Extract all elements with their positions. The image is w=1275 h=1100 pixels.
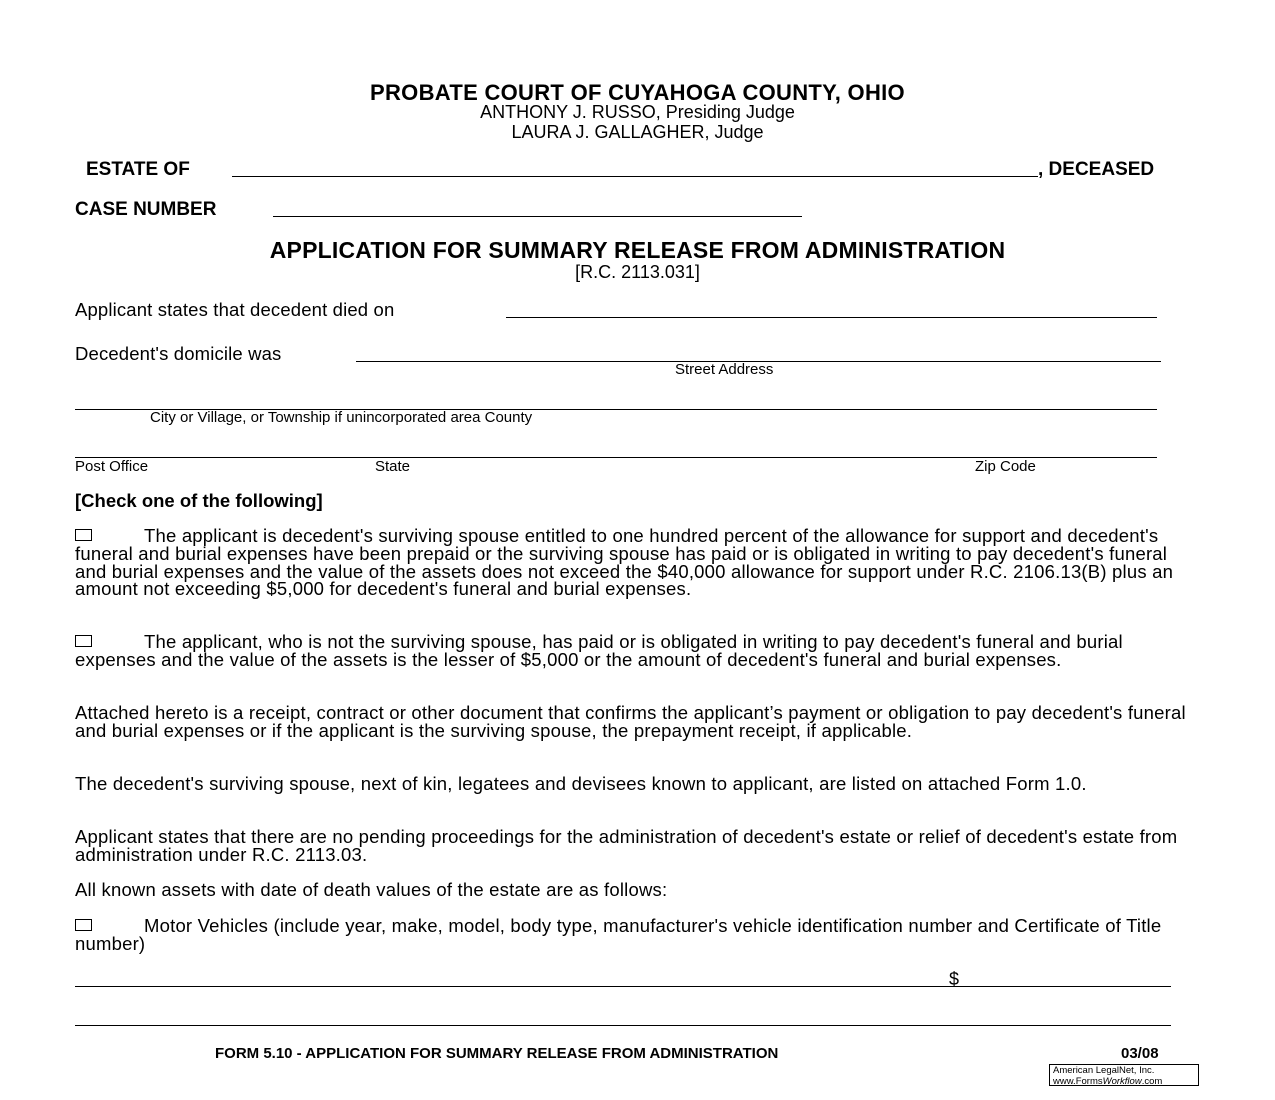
motor-vehicles-checkbox[interactable] xyxy=(75,919,92,931)
estate-field[interactable] xyxy=(232,176,1038,177)
attached-paragraph: Attached hereto is a receipt, contract or other document that confirms the applicant’s payment or obligation to pay decedent's funeral and burial expenses or if the applicant is the surviving spouse, the prepayment receipt, if applicable. xyxy=(75,702,1186,741)
option-not-surviving-spouse xyxy=(75,633,1200,669)
logo-line-2: www.FormsWorkflow.com xyxy=(1053,1075,1163,1087)
motor-vehicles-text: Motor Vehicles (include year, make, model, body type, manufacturer's vehicle identification number and Certificate of Title number) xyxy=(75,915,1162,954)
motor-vehicles-item xyxy=(75,917,1200,953)
case-number-label: CASE NUMBER xyxy=(75,199,217,220)
died-on-label: Applicant states that decedent died on xyxy=(75,299,395,320)
court-name: PROBATE COURT OF CUYAHOGA COUNTY, OHIO xyxy=(370,80,905,105)
post-office-caption: Post Office xyxy=(75,458,149,475)
surviving-spouse-checkbox[interactable] xyxy=(75,529,92,541)
option-surviving-spouse-text: The applicant is decedent's surviving spouse entitled to one hundred percent of the allowance for support and decedent's funeral and burial expenses have been prepaid or the surviving spouse has paid or is obligated in writing to pay decedent's funeral and burial expenses and the value of the assets does not exceed the $40,000 allowance for support under R.C. 2106.13(B) plus an amount not exceeding $5,000 for decedent's funeral and burial expenses. xyxy=(75,525,1174,600)
died-on-field[interactable] xyxy=(506,317,1157,318)
footer-form-name: FORM 5.10 - APPLICATION FOR SUMMARY RELEASE FROM ADMINISTRATION xyxy=(215,1045,779,1062)
american-legalnet-logo xyxy=(1049,1064,1199,1086)
additional-asset-line[interactable] xyxy=(75,1025,1171,1026)
currency-symbol: $ xyxy=(949,969,960,989)
estate-label: ESTATE OF xyxy=(86,159,190,180)
not-surviving-spouse-checkbox[interactable] xyxy=(75,635,92,647)
option-not-surviving-spouse-text: The applicant, who is not the surviving spouse, has paid or is obligated in writing to pay decedent's funeral and burial expenses and the value of the assets is the lesser of $5,000 or the amount of decedent's funeral and burial expenses. xyxy=(75,631,1123,670)
footer-revision: 03/08 xyxy=(1121,1045,1159,1062)
form-title: APPLICATION FOR SUMMARY RELEASE FROM ADMINISTRATION xyxy=(269,237,1006,263)
zip-code-caption: Zip Code xyxy=(975,458,1036,475)
deceased-label: , DECEASED xyxy=(1038,159,1155,180)
judge: LAURA J. GALLAGHER, Judge xyxy=(511,122,764,142)
case-number-field[interactable] xyxy=(273,216,802,217)
assets-intro: All known assets with date of death values of the estate are as follows: xyxy=(75,879,668,900)
option-surviving-spouse xyxy=(75,527,1200,598)
city-county-caption: City or Village, or Township if unincorporated area County xyxy=(150,409,533,426)
presiding-judge: ANTHONY J. RUSSO, Presiding Judge xyxy=(480,102,795,122)
motor-vehicles-description-line[interactable] xyxy=(75,986,1171,987)
statute-reference: [R.C. 2113.031] xyxy=(575,262,700,282)
check-one-instruction: [Check one of the following] xyxy=(75,490,323,511)
street-address-caption: Street Address xyxy=(675,361,774,378)
pending-proceedings-paragraph: Applicant states that there are no pending proceedings for the administration of decedent's estate or relief of decedent's estate from administration under R.C. 2113.03. xyxy=(75,826,1178,865)
state-caption: State xyxy=(375,458,411,475)
domicile-label: Decedent's domicile was xyxy=(75,343,282,364)
surviving-kin-paragraph: The decedent's surviving spouse, next of kin, legatees and devisees known to applicant, are listed on attached Form 1.0. xyxy=(75,773,1087,794)
logo-line-1: American LegalNet, Inc. xyxy=(1053,1065,1155,1076)
